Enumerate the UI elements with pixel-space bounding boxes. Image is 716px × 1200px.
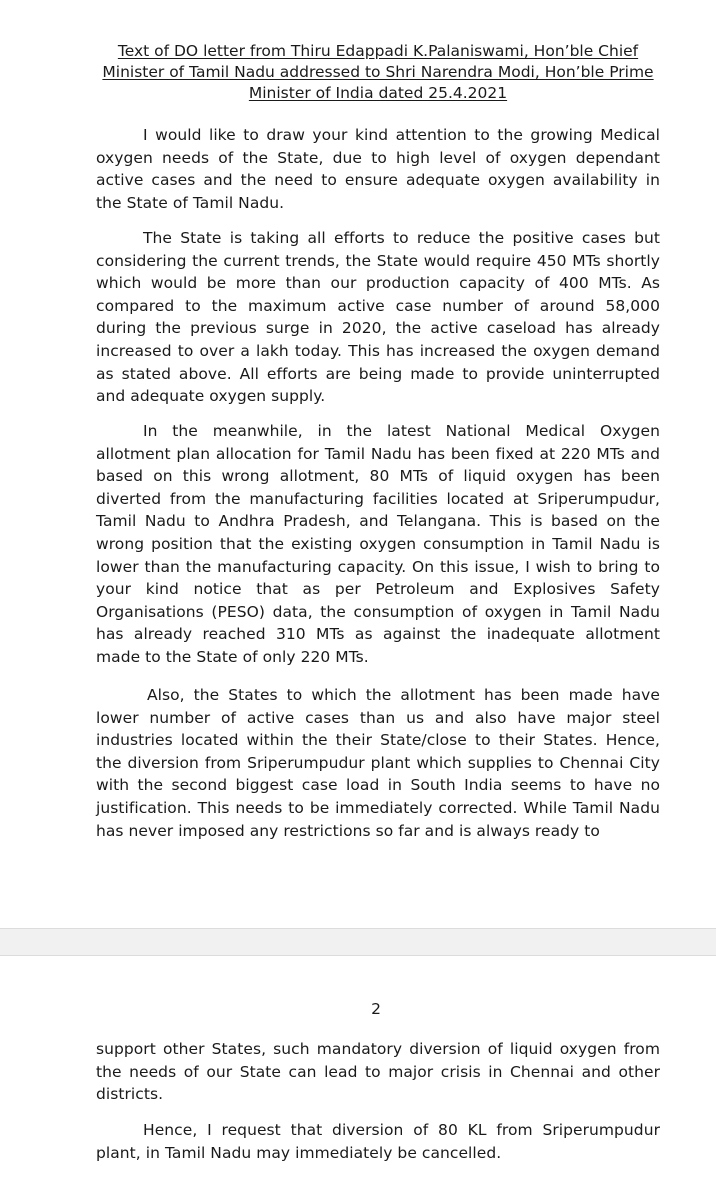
paragraph-5: support other States, such mandatory diversion of liquid oxygen from the needs of our State can lead to major crisis in Chennai and other districts.	[96, 1040, 660, 1104]
paragraph-4: Also, the States to which the allotment has been made have lower number of active cases than us and also have major steel industries located within the their State/close to their States. Hence, the diversion from Sriperumpudur plant which supplies to Chennai City with the second biggest case load in South India seems to have no justification. This needs to be immediately corrected. While Tamil Nadu has never imposed any restrictions so far and is always ready to	[96, 686, 660, 840]
paragraph-6: Hence, I request that diversion of 80 KL from Sriperumpudur plant, in Tamil Nadu may immediately be cancelled.	[96, 1121, 660, 1162]
letter-title: Text of DO letter from Thiru Edappadi K.Palaniswami, Hon’ble Chief Minister of Tamil Nadu addressed to Shri Narendra Modi, Hon’ble Prime Minister of India dated 25.4.2021	[102, 42, 654, 102]
paragraph-3: In the meanwhile, in the latest National Medical Oxygen allotment plan allocation for Tamil Nadu has been fixed at 220 MTs and based on this wrong allotment, 80 MTs of liquid oxygen has been diverted from the manufacturing facilities located at Sriperumpudur, Tamil Nadu to Andhra Pradesh, and Telangana. This is based on the wrong position that the existing oxygen consumption in Tamil Nadu is lower than the manufacturing capacity. On this issue, I wish to bring to your kind notice that as per Petroleum and Explosives Safety Organisations (PESO) data, the consumption of oxygen in Tamil Nadu has already reached 310 MTs as against the inadequate allotment made to the State of only 220 MTs.	[96, 422, 660, 666]
paragraph-2: The State is taking all efforts to reduce the positive cases but considering the current trends, the State would require 450 MTs shortly which would be more than our production capacity of 400 MTs. As compared to the maximum active case number of around 58,000 during the previous surge in 2020, the active caseload has already increased to over a lakh today. This has increased the oxygen demand as stated above. All efforts are being made to provide uninterrupted and adequate oxygen supply.	[96, 229, 660, 406]
page-separator	[0, 928, 716, 956]
letter-page-2	[0, 956, 716, 1200]
page-number: 2	[371, 1000, 381, 1018]
paragraph-1: I would like to draw your kind attention to the growing Medical oxygen needs of the State, due to high level of oxygen dependant active cases and the need to ensure adequate oxygen availability in the State of Tamil Nadu.	[96, 126, 660, 212]
